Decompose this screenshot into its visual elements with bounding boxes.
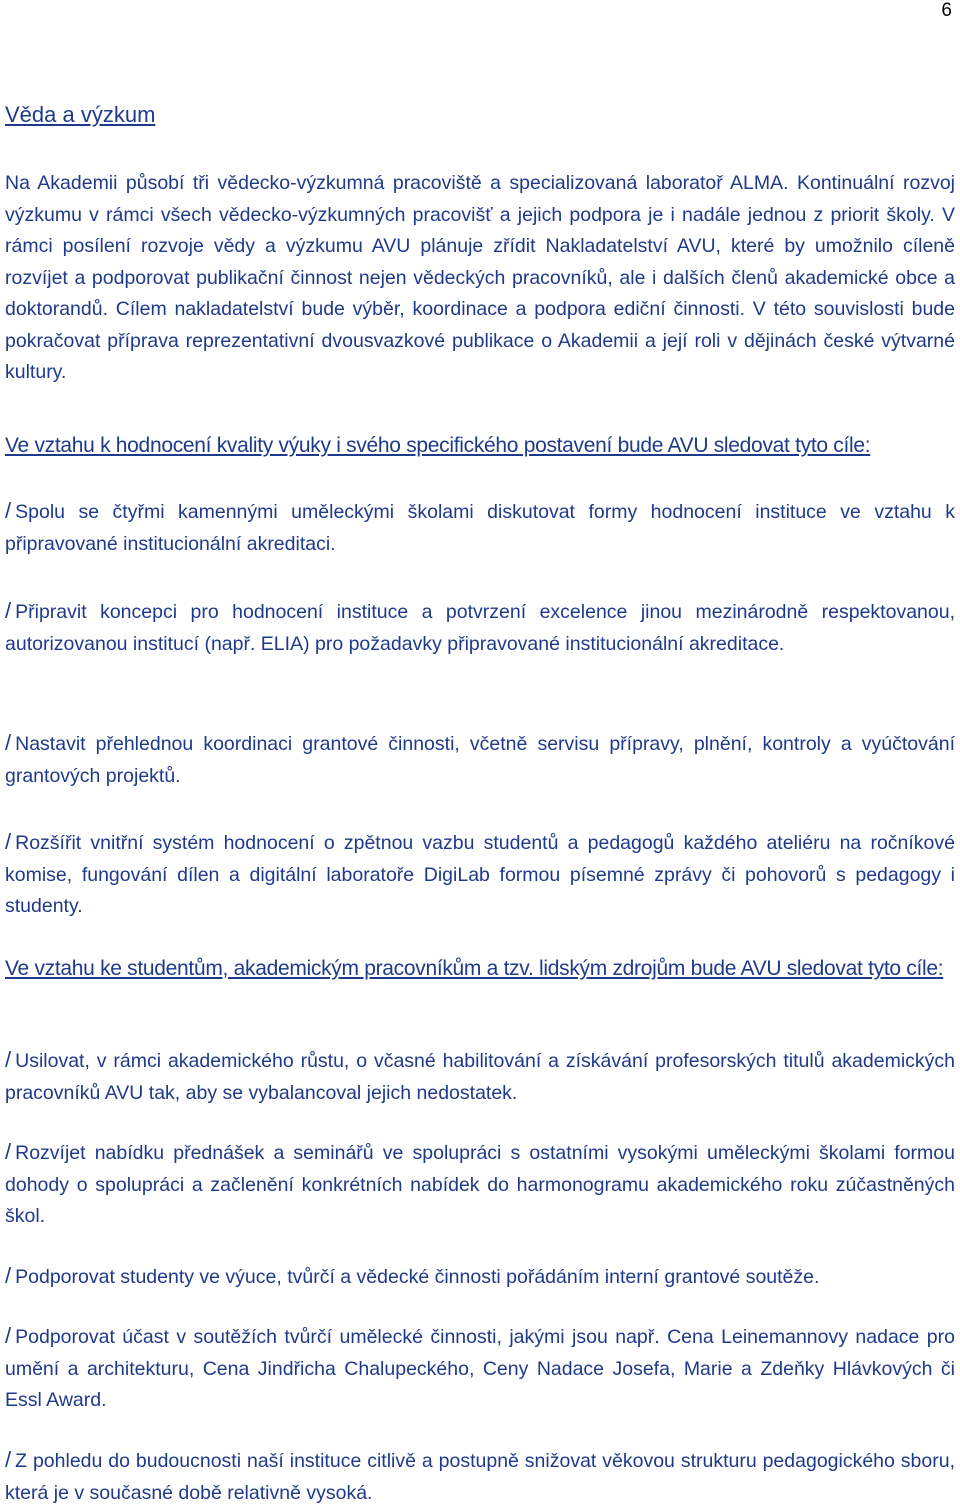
hr-goal-text: Podporovat účast v soutěžích tvůrčí umělecké činnosti, jakými jsou např. Cena Leinemannovy nadace pro umění a architekturu, Cena Jindřicha Chalupeckého, Ceny Nadace Josefa, Marie a Zdeňky Hlávkových či Essl Award.	[5, 1326, 955, 1411]
hr-goals-heading: Ve vztahu ke studentům, akademickým pracovníkům a tzv. lidským zdrojům bude AVU sledovat tyto cíle:	[5, 957, 944, 980]
slash-marker: /	[5, 1323, 12, 1348]
slash-marker: /	[5, 1139, 12, 1164]
quality-goal-item	[5, 826, 955, 923]
hr-goal-text: Podporovat studenty ve výuce, tvůrčí a vědecké činnosti pořádáním interní grantové soutěže.	[15, 1266, 820, 1288]
quality-goal-item	[5, 727, 955, 792]
hr-goal-text: Z pohledu do budoucnosti naší instituce citlivě a postupně snižovat věkovou strukturu pedagogického sboru, která je v současné době relativně vysoká.	[5, 1450, 955, 1504]
quality-goals-heading: Ve vztahu k hodnocení kvality výuky i svého specifického postavení bude AVU sledovat tyto cíle:	[5, 434, 871, 457]
slash-marker: /	[5, 498, 12, 523]
hr-goal-item	[5, 1136, 955, 1233]
hr-goal-text: Rozvíjet nabídku přednášek a seminářů ve spolupráci s ostatními vysokými uměleckými školami formou dohody o spolupráci a začlenění konkrétních nabídek do harmonogramu akademického roku zúčastněných škol.	[5, 1142, 955, 1227]
hr-goal-item	[5, 1444, 955, 1509]
hr-goal-item	[5, 1260, 955, 1294]
slash-marker: /	[5, 598, 12, 623]
quality-goal-item	[5, 495, 955, 560]
page-number: 6	[941, 0, 952, 21]
quality-goal-text: Rozšířit vnitřní systém hodnocení o zpětnou vazbu studentů a pedagogů každého ateliéru na ročníkové komise, fungování dílen a digitální laboratoře DigiLab formou písemné zprávy či pohovorů s pedagogy i studenty.	[5, 832, 955, 917]
slash-marker: /	[5, 1447, 12, 1472]
section-title: Věda a výzkum	[5, 102, 156, 127]
quality-goal-text: Připravit koncepci pro hodnocení instituce a potvrzení excelence jinou mezinárodně respektovanou, autorizovanou institucí (např. ELIA) pro požadavky připravované institucionální akreditace.	[5, 601, 955, 655]
slash-marker: /	[5, 829, 12, 854]
quality-goal-text: Nastavit přehlednou koordinaci grantové činnosti, včetně servisu přípravy, plnění, kontroly a vyúčtování grantových projektů.	[5, 733, 955, 787]
slash-marker: /	[5, 1047, 12, 1072]
slash-marker: /	[5, 730, 12, 755]
intro-paragraph: Na Akademii působí tři vědecko-výzkumná pracoviště a specializovaná laboratoř ALMA. Kontinuální rozvoj výzkumu v rámci všech vědecko-výzkumných pracovišť a jejich podpora je i nadále jednou z priorit školy. V rámci posílení rozvoje vědy a výzkumu AVU plánuje zřídit Nakladatelství AVU, které by umožnilo cíleně rozvíjet a podporovat publikační činnost nejen vědeckých pracovníků, ale i dalších členů akademické obce a doktorandů. Cílem nakladatelství bude výběr, koordinace a podpora ediční činnosti. V této souvislosti bude pokračovat příprava reprezentativní dvousvazkové publikace o Akademii a její roli v dějinách české výtvarné kultury.	[5, 172, 955, 383]
quality-goal-item	[5, 595, 955, 660]
hr-goal-item	[5, 1320, 955, 1417]
hr-goal-text: Usilovat, v rámci akademického růstu, o včasné habilitování a získávání profesorských titulů akademických pracovníků AVU tak, aby se vybalancoval jejich nedostatek.	[5, 1050, 955, 1104]
hr-goal-item	[5, 1044, 955, 1109]
slash-marker: /	[5, 1263, 12, 1288]
quality-goal-text: Spolu se čtyřmi kamennými uměleckými školami diskutovat formy hodnocení instituce ve vztahu k připravované institucionální akreditaci.	[5, 501, 955, 555]
